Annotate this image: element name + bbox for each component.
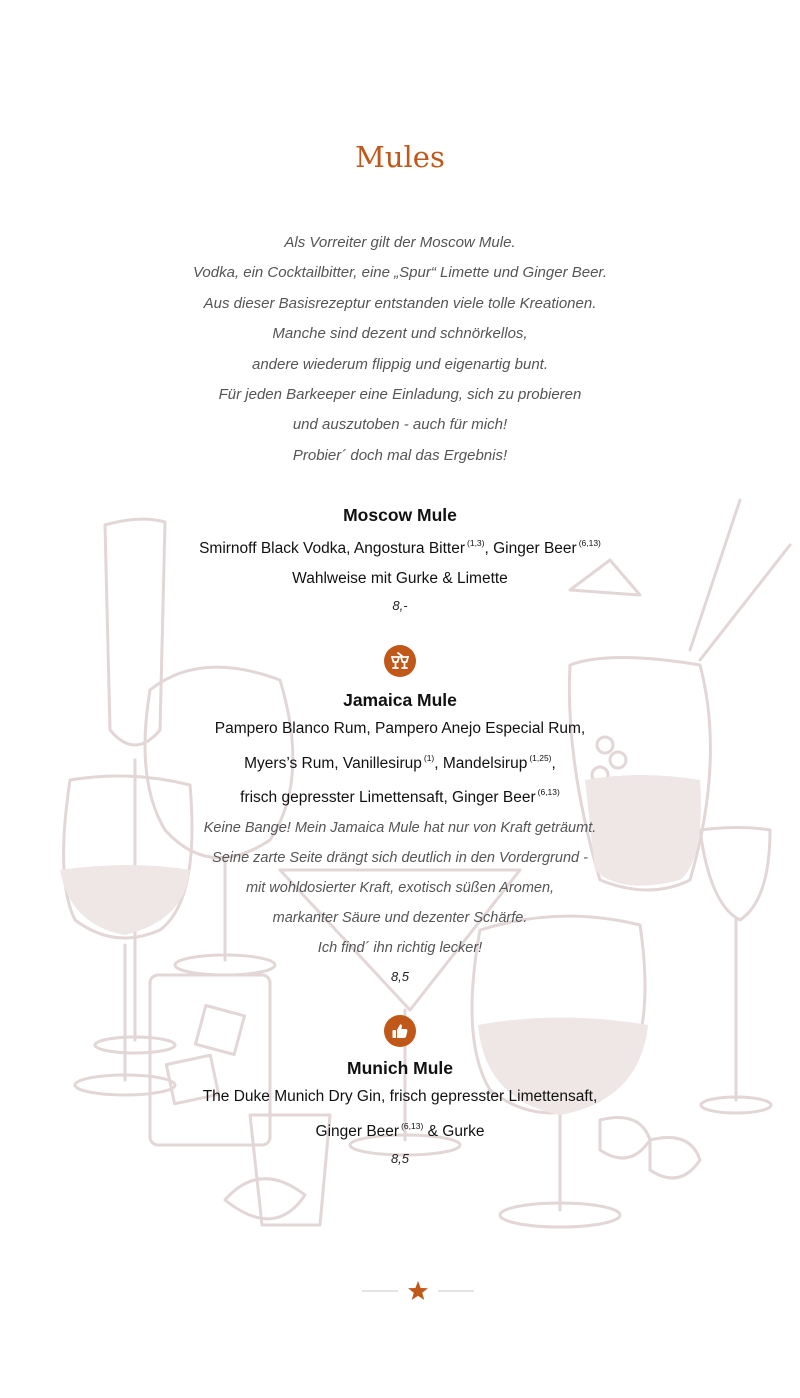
allergen-note: (6,13) (401, 1120, 424, 1131)
allergen-note: (6,13) (537, 787, 560, 797)
drink-name: Moscow Mule (343, 505, 457, 525)
intro-line: Aus dieser Basisrezeptur entstanden viele tolle Kreationen. (203, 294, 597, 312)
drink-name: Jamaica Mule (343, 690, 457, 710)
drink-description: Seine zarte Seite drängt sich deutlich in den Vordergrund - (212, 849, 588, 866)
allergen-note: (6,13) (578, 538, 601, 548)
drink-ingredients (0, 1112, 800, 1147)
intro-line: und auszutoben - auch für mich! (292, 416, 508, 434)
drink-description: Ich find´ ihn richtig lecker! (317, 940, 483, 957)
allergen-note: (1) (423, 752, 435, 763)
drink-ingredients: The Duke Munich Dry Gin, frisch gepresster Limettensaft, (202, 1088, 598, 1105)
drink-description: markanter Säure und dezenter Schärfe. (272, 910, 528, 927)
star-divider (360, 1278, 476, 1304)
drink-name: Munich Mule (347, 1058, 453, 1078)
intro-text (0, 228, 800, 471)
drink-ingredients: Wahlweise mit Gurke & Limette (292, 569, 508, 587)
ingredient-text: & Gurke (427, 1122, 485, 1140)
drink-price: 8,- (392, 598, 408, 613)
intro-line: Vodka, ein Cocktailbitter, eine „Spur“ Limette und Ginger Beer. (192, 264, 608, 282)
drink-ingredients (0, 529, 800, 564)
drink-ingredients (0, 778, 800, 813)
drink-price: 8,5 (390, 968, 410, 984)
drink-description: mit wohldosierter Kraft, exotisch süßen Aromen, (245, 879, 555, 896)
drink-description: Keine Bange! Mein Jamaica Mule hat nur von Kraft geträumt. (203, 819, 597, 836)
drink-moscow-mule (0, 501, 800, 619)
ingredient-text: , (551, 754, 556, 772)
ingredient-text: , Ginger Beer (484, 540, 577, 557)
ingredient-text: Ginger Beer (315, 1122, 400, 1140)
intro-line: andere wiederum flippig und eigenartig bunt. (251, 355, 549, 373)
drink-ingredients (0, 744, 800, 779)
intro-line: Für jeden Barkeeper eine Einladung, sich zu probieren (218, 386, 582, 404)
thumbs-up-icon (384, 1015, 416, 1047)
ingredient-text: Smirnoff Black Vodka, Angostura Bitter (199, 540, 466, 557)
drink-munich-mule (0, 1054, 800, 1172)
ingredient-text: , Mandelsirup (434, 754, 528, 772)
page-title: Mules (355, 140, 445, 174)
intro-line: Als Vorreiter gilt der Moscow Mule. (284, 234, 516, 251)
drink-ingredients: Pampero Blanco Rum, Pampero Anejo Especial Rum, (214, 720, 586, 737)
star-icon (408, 1281, 428, 1300)
intro-line: Probier´ doch mal das Ergebnis! (292, 446, 508, 464)
allergen-note: (1,25) (529, 752, 552, 763)
cocktail-glasses-icon (384, 645, 416, 677)
intro-line: Manche sind dezent und schnörkellos, (272, 325, 528, 343)
ingredient-text: frisch gepresster Limettensaft, Ginger Beer (240, 789, 536, 806)
ingredient-text: Myers’s Rum, Vanillesirup (244, 754, 422, 772)
drink-jamaica-mule (0, 686, 800, 990)
allergen-note: (1,3) (467, 538, 485, 548)
drink-price: 8,5 (390, 1151, 410, 1166)
